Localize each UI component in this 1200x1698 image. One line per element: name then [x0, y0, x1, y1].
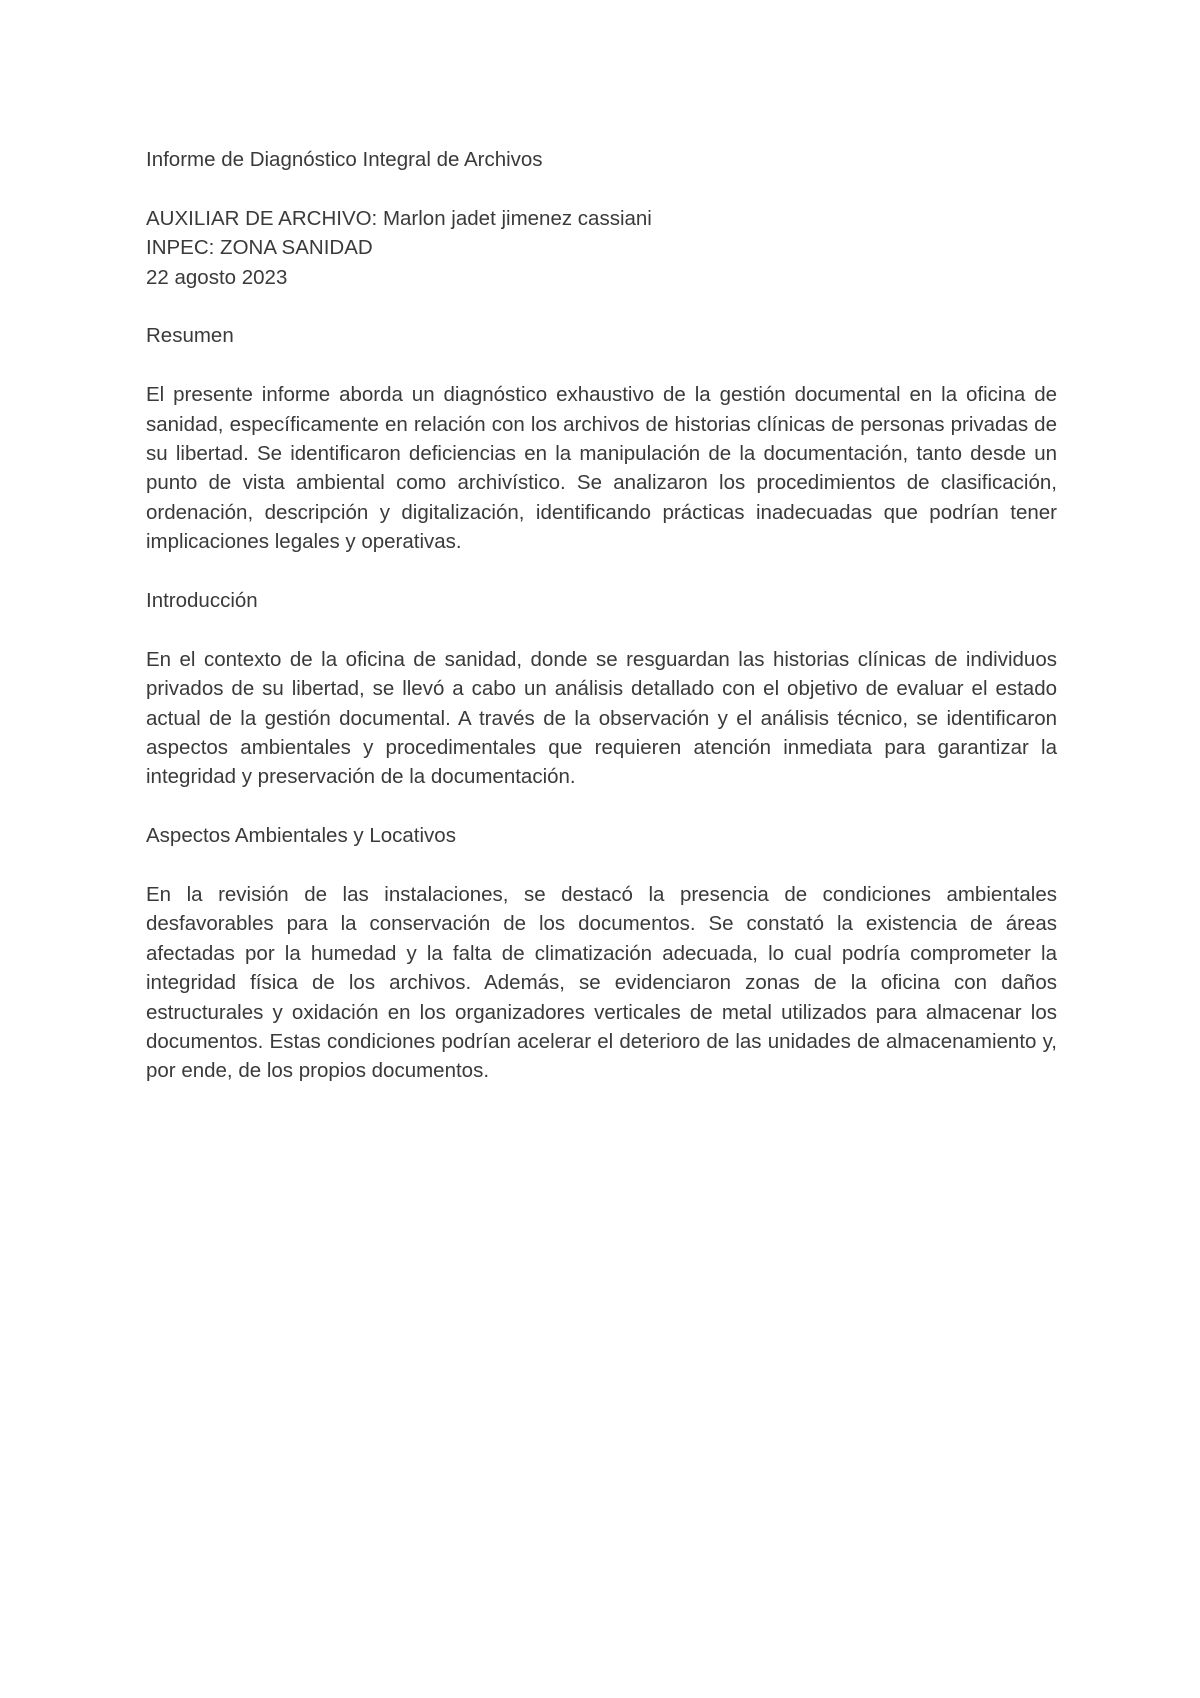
section-body-aspectos: En la revisión de las instalaciones, se destacó la presencia de condiciones ambientales desfavorables para la conservación de los documentos. Se constató la existencia de áreas afectadas por la humedad y la falta de climatización adecuada, lo cual podría comprometer la integridad física de los archivos. Además, se evidenciaron zonas de la oficina con daños estructurales y oxidación en los organizadores verticales de metal utilizados para almacenar los documentos. Estas condiciones podrían acelerar el deterioro de las unidades de almacenamiento y, por ende, de los propios documentos.	[146, 883, 1057, 1083]
spacer	[146, 292, 1057, 321]
document-date: 22 agosto 2023	[146, 265, 288, 289]
section-body-resumen: El presente informe aborda un diagnóstico exhaustivo de la gestión documental en la oficina de sanidad, específicamente en relación con los archivos de historias clínicas de personas privadas de su libertad. Se identificaron deficiencias en la manipulación de la documentación, tanto desde un punto de vista ambiental como archivístico. Se analizaron los procedimientos de clasificación, ordenación, descripción y digitalización, identificando prácticas inadecuadas que podrían tener implicaciones legales y operativas.	[146, 383, 1057, 554]
spacer	[146, 351, 1057, 380]
section-heading-resumen: Resumen	[146, 324, 234, 348]
document-body	[146, 145, 1057, 1086]
document-title: Informe de Diagnóstico Integral de Archivos	[146, 148, 543, 171]
spacer	[146, 851, 1057, 880]
spacer	[146, 792, 1057, 821]
spacer	[146, 174, 1057, 203]
section-heading-aspectos: Aspectos Ambientales y Locativos	[146, 824, 456, 848]
author-line: AUXILIAR DE ARCHIVO: Marlon jadet jimenez cassiani	[146, 206, 652, 230]
spacer	[146, 615, 1057, 644]
section-heading-introduccion: Introducción	[146, 589, 258, 613]
section-body-introduccion: En el contexto de la oficina de sanidad, donde se resguardan las historias clínicas de individuos privados de su libertad, se llevó a cabo un análisis detallado con el objetivo de evaluar el estado actual de la gestión documental. A través de la observación y el análisis técnico, se identificaron aspectos ambientales y procedimentales que requieren atención inmediata para garantizar la integridad y preservación de la documentación.	[146, 647, 1057, 789]
spacer	[146, 557, 1057, 586]
organization-line: INPEC: ZONA SANIDAD	[146, 236, 373, 260]
